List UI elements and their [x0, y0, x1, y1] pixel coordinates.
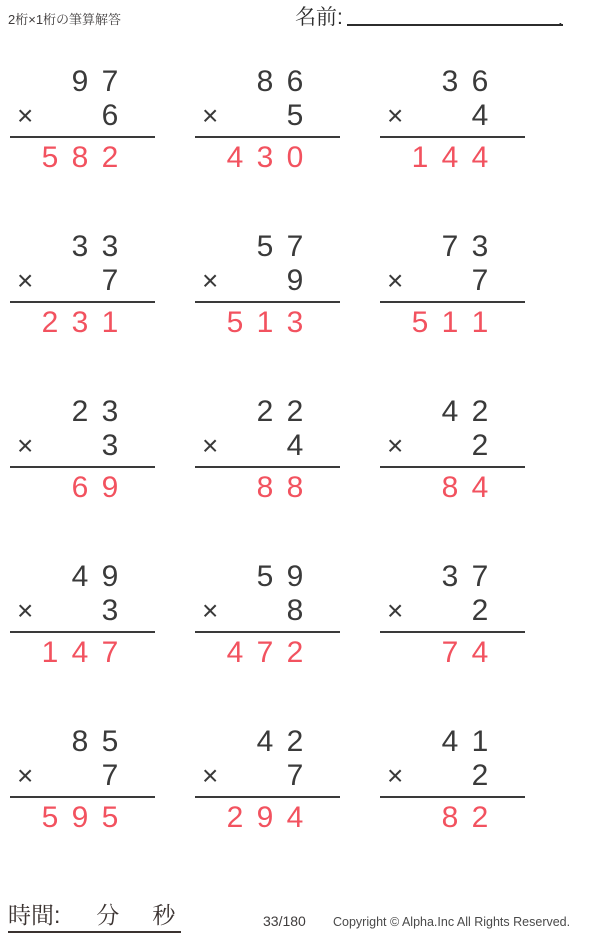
- multiplicand: [380, 725, 525, 758]
- digit: 7: [441, 636, 459, 669]
- digit: 5: [41, 801, 59, 834]
- name-line-period: .: [557, 9, 563, 29]
- time-blank-line: [8, 901, 181, 933]
- multiplicand: [195, 395, 340, 428]
- digit: 7: [101, 264, 119, 297]
- multiplicand: [380, 230, 525, 263]
- answer-value: [380, 798, 525, 834]
- name-blank-line: [347, 6, 563, 29]
- multiply-icon: ×: [17, 430, 34, 461]
- multiplicand: [380, 65, 525, 98]
- seconds-label: 秒: [152, 902, 176, 928]
- multiplier: [95, 594, 125, 627]
- digit: 2: [471, 801, 489, 834]
- multiplication-problem: [10, 395, 155, 560]
- digit: 1: [441, 306, 459, 339]
- multiplication-problem: [195, 395, 340, 560]
- digit: 4: [256, 725, 274, 758]
- multiplier-row: [380, 98, 525, 134]
- digit: 5: [101, 801, 119, 834]
- multiplication-problem: [380, 230, 525, 395]
- digit: 2: [101, 141, 119, 174]
- digit: 8: [71, 141, 89, 174]
- multiply-icon: ×: [202, 265, 219, 296]
- answer-value: [380, 138, 525, 174]
- multiplier-row: [195, 593, 340, 629]
- multiplicand: [195, 560, 340, 593]
- digit: 4: [226, 636, 244, 669]
- digit: 0: [286, 141, 304, 174]
- digit: 4: [441, 395, 459, 428]
- name-field: [295, 6, 563, 30]
- multiplier-row: [10, 98, 155, 134]
- digit: 7: [441, 230, 459, 263]
- multiplication-problem: [195, 230, 340, 395]
- digit: 4: [471, 636, 489, 669]
- digit: 7: [286, 230, 304, 263]
- digit: 2: [286, 636, 304, 669]
- answer-value: [10, 303, 155, 339]
- digit: 5: [256, 560, 274, 593]
- multiply-icon: ×: [17, 265, 34, 296]
- digit: 3: [256, 141, 274, 174]
- multiplicand: [10, 560, 155, 593]
- digit: 9: [256, 801, 274, 834]
- problems-grid: [10, 65, 525, 890]
- digit: 8: [441, 801, 459, 834]
- digit: 7: [471, 264, 489, 297]
- digit: 8: [441, 471, 459, 504]
- answer-value: [10, 798, 155, 834]
- digit: 7: [471, 560, 489, 593]
- answer-value: [380, 303, 525, 339]
- multiplier: [95, 264, 125, 297]
- multiplier-row: [10, 428, 155, 464]
- multiplication-problem: [195, 560, 340, 725]
- multiplicand: [195, 230, 340, 263]
- digit: 4: [71, 560, 89, 593]
- digit: 2: [71, 395, 89, 428]
- digit: 3: [71, 306, 89, 339]
- multiply-icon: ×: [17, 760, 34, 791]
- digit: 6: [71, 471, 89, 504]
- digit: 7: [256, 636, 274, 669]
- multiplication-problem: [380, 725, 525, 890]
- copyright-text: Copyright © Alpha.Inc All Rights Reserved.: [333, 915, 571, 929]
- multiplier: [95, 429, 125, 462]
- multiplier-row: [10, 593, 155, 629]
- multiplier-row: [195, 428, 340, 464]
- multiplicand: [195, 65, 340, 98]
- page-indicator: 33/180: [263, 913, 306, 929]
- multiply-icon: ×: [202, 430, 219, 461]
- multiplier-row: [380, 593, 525, 629]
- digit: 4: [471, 141, 489, 174]
- answer-value: [10, 138, 155, 174]
- multiplier-row: [380, 263, 525, 299]
- digit: 4: [226, 141, 244, 174]
- multiplier: [465, 99, 495, 132]
- multiplier-row: [380, 428, 525, 464]
- multiplier: [280, 429, 310, 462]
- digit: 2: [41, 306, 59, 339]
- answer-value: [380, 468, 525, 504]
- multiply-icon: ×: [387, 760, 404, 791]
- multiplication-problem: [195, 65, 340, 230]
- digit: 1: [471, 725, 489, 758]
- answer-value: [195, 798, 340, 834]
- multiplicand: [380, 395, 525, 428]
- digit: 2: [226, 801, 244, 834]
- minutes-label: 分: [96, 902, 120, 928]
- digit: 7: [286, 759, 304, 792]
- multiply-icon: ×: [387, 430, 404, 461]
- digit: 3: [71, 230, 89, 263]
- digit: 5: [101, 725, 119, 758]
- digit: 9: [286, 264, 304, 297]
- digit: 8: [71, 725, 89, 758]
- worksheet-title: 2桁×1桁の筆算解答: [8, 12, 122, 27]
- digit: 4: [441, 141, 459, 174]
- multiplier-row: [195, 263, 340, 299]
- digit: 3: [441, 65, 459, 98]
- multiplier-row: [195, 758, 340, 794]
- digit: 4: [71, 636, 89, 669]
- answer-value: [195, 138, 340, 174]
- answer-value: [195, 633, 340, 669]
- multiplication-problem: [380, 560, 525, 725]
- multiplier: [280, 99, 310, 132]
- multiplier: [95, 99, 125, 132]
- time-label: 時間:: [8, 902, 61, 928]
- multiplier-row: [10, 263, 155, 299]
- digit: 6: [286, 65, 304, 98]
- multiplication-problem: [195, 725, 340, 890]
- multiplier: [465, 264, 495, 297]
- digit: 6: [471, 65, 489, 98]
- digit: 1: [41, 636, 59, 669]
- multiplication-problem: [380, 395, 525, 560]
- multiply-icon: ×: [17, 595, 34, 626]
- multiply-icon: ×: [387, 100, 404, 131]
- digit: 2: [286, 725, 304, 758]
- digit: 2: [471, 429, 489, 462]
- digit: 9: [71, 65, 89, 98]
- digit: 1: [411, 141, 429, 174]
- digit: 1: [256, 306, 274, 339]
- digit: 8: [286, 594, 304, 627]
- digit: 5: [286, 99, 304, 132]
- multiplier: [280, 264, 310, 297]
- digit: 1: [101, 306, 119, 339]
- digit: 4: [286, 429, 304, 462]
- digit: 4: [286, 801, 304, 834]
- multiplicand: [10, 65, 155, 98]
- digit: 3: [441, 560, 459, 593]
- multiply-icon: ×: [387, 265, 404, 296]
- digit: 5: [256, 230, 274, 263]
- digit: 8: [286, 471, 304, 504]
- digit: 5: [226, 306, 244, 339]
- digit: 7: [101, 65, 119, 98]
- digit: 9: [101, 471, 119, 504]
- digit: 5: [41, 141, 59, 174]
- multiplication-problem: [10, 230, 155, 395]
- digit: 3: [101, 395, 119, 428]
- answer-value: [380, 633, 525, 669]
- multiplier: [280, 759, 310, 792]
- digit: 2: [471, 594, 489, 627]
- digit: 4: [471, 99, 489, 132]
- multiplier: [465, 429, 495, 462]
- multiply-icon: ×: [387, 595, 404, 626]
- multiplier: [465, 594, 495, 627]
- digit: 3: [101, 429, 119, 462]
- multiplier: [465, 759, 495, 792]
- digit: 6: [101, 99, 119, 132]
- answer-value: [195, 303, 340, 339]
- digit: 8: [256, 65, 274, 98]
- multiplier-row: [10, 758, 155, 794]
- multiplication-problem: [380, 65, 525, 230]
- digit: 9: [286, 560, 304, 593]
- answer-value: [10, 468, 155, 504]
- digit: 9: [101, 560, 119, 593]
- name-label: 名前:: [295, 6, 343, 29]
- digit: 7: [101, 636, 119, 669]
- digit: 9: [71, 801, 89, 834]
- multiplicand: [10, 395, 155, 428]
- digit: 5: [411, 306, 429, 339]
- digit: 3: [471, 230, 489, 263]
- multiply-icon: ×: [202, 100, 219, 131]
- digit: 1: [471, 306, 489, 339]
- multiplication-problem: [10, 65, 155, 230]
- multiplication-problem: [10, 560, 155, 725]
- digit: 3: [101, 230, 119, 263]
- digit: 4: [471, 471, 489, 504]
- answer-value: [195, 468, 340, 504]
- multiplier: [280, 594, 310, 627]
- digit: 2: [471, 759, 489, 792]
- digit: 3: [286, 306, 304, 339]
- multiply-icon: ×: [17, 100, 34, 131]
- digit: 2: [471, 395, 489, 428]
- digit: 4: [441, 725, 459, 758]
- multiply-icon: ×: [202, 595, 219, 626]
- digit: 7: [101, 759, 119, 792]
- multiplicand: [10, 725, 155, 758]
- multiplicand: [195, 725, 340, 758]
- digit: 8: [256, 471, 274, 504]
- time-field: [8, 901, 181, 933]
- multiplier: [95, 759, 125, 792]
- multiplication-problem: [10, 725, 155, 890]
- multiplier-row: [380, 758, 525, 794]
- digit: 2: [256, 395, 274, 428]
- multiply-icon: ×: [202, 760, 219, 791]
- multiplicand: [10, 230, 155, 263]
- digit: 2: [286, 395, 304, 428]
- multiplicand: [380, 560, 525, 593]
- multiplier-row: [195, 98, 340, 134]
- digit: 3: [101, 594, 119, 627]
- answer-value: [10, 633, 155, 669]
